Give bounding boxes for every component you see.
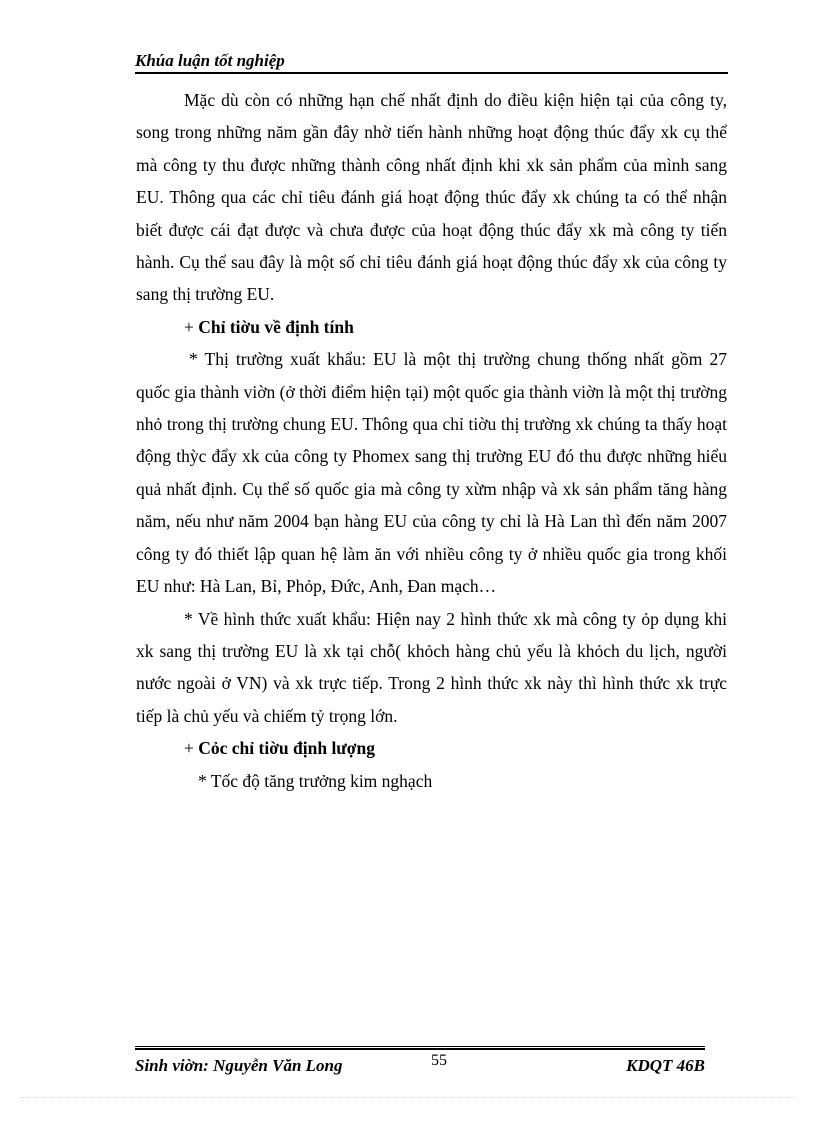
heading-quantitative — [136, 732, 727, 764]
heading-qualitative — [136, 311, 727, 343]
footer-rule — [135, 1046, 705, 1050]
paragraph-intro: Mặc dù còn có những hạn chế nhất định do điều kiện hiện tại của công ty, song trong những năm gần đây nhờ tiến hành những hoạt động thúc đẩy xk cụ thể mà công ty thu được những thành công nhất định khi xk sản phẩm của mình sang EU. Thông qua các chỉ tiêu đánh giá hoạt động thúc đẩy xk chúng ta có thể nhận biết được cái đạt được và chưa được của hoạt động thúc đẩy xk mà công ty tiến hành. Cụ thể sau đây là một số chỉ tiêu đánh giá hoạt động thúc đẩy xk của công ty sang thị trường EU. — [136, 90, 727, 305]
heading-qualitative-text: Chỉ tiờu về định tính — [198, 316, 354, 337]
page-header — [135, 48, 728, 74]
document-body — [136, 84, 727, 797]
paragraph-export-form: * Về hình thức xuất khẩu: Hiện nay 2 hình thức xk mà công ty ỏp dụng khi xk sang thị trường EU là xk tại chỗ( khỏch hàng chủ yếu là khỏch du lịch, người nước ngoài ở VN) và xk trực tiếp. Trong 2 hình thức xk này thì hình thức xk trực tiếp là chủ yếu và chiếm tỷ trọng lớn. — [136, 608, 727, 726]
footer-class-code: KDQT 46B — [626, 1056, 705, 1075]
heading-quantitative-prefix: + — [184, 738, 199, 759]
page-footer — [135, 1046, 705, 1086]
paragraph-export-market: * Thị trường xuất khẩu: EU là một thị trường chung thống nhất gồm 27 quốc gia thành viờn (ở thời điểm hiện tại) một quốc gia thành viờn là một thị trường nhỏ trong thị trường chung EU. Thông qua chỉ tiờu thị trường xk chúng ta thấy hoạt động thỳc đẩy xk của công ty Phomex sang thị trường EU đó thu được những hiểu quả nhất định. Cụ thể số quốc gia mà công ty xừm nhập và xk sản phẩm tăng hàng năm, nếu như năm 2004 bạn hàng EU của công ty chỉ là Hà Lan thì đến năm 2007 công ty đó thiết lập quan hệ làm ăn với nhiều công ty ở nhiều quốc gia trong khối EU như: Hà Lan, Bỉ, Phỏp, Đức, Anh, Đan mạch… — [136, 349, 727, 597]
paragraph-growth-rate: * Tốc độ tăng trưởng kim nghạch — [198, 770, 433, 791]
footer-page-number: 55 — [431, 1052, 447, 1069]
page-edge-divider — [20, 1097, 796, 1098]
header-title: Khúa luận tốt nghiệp — [135, 51, 285, 70]
footer-author: Sinh viờn: Nguyễn Văn Long — [135, 1056, 343, 1075]
heading-qualitative-prefix: + — [184, 316, 199, 337]
heading-quantitative-text: Cỏc chỉ tiờu định lượng — [198, 738, 375, 759]
